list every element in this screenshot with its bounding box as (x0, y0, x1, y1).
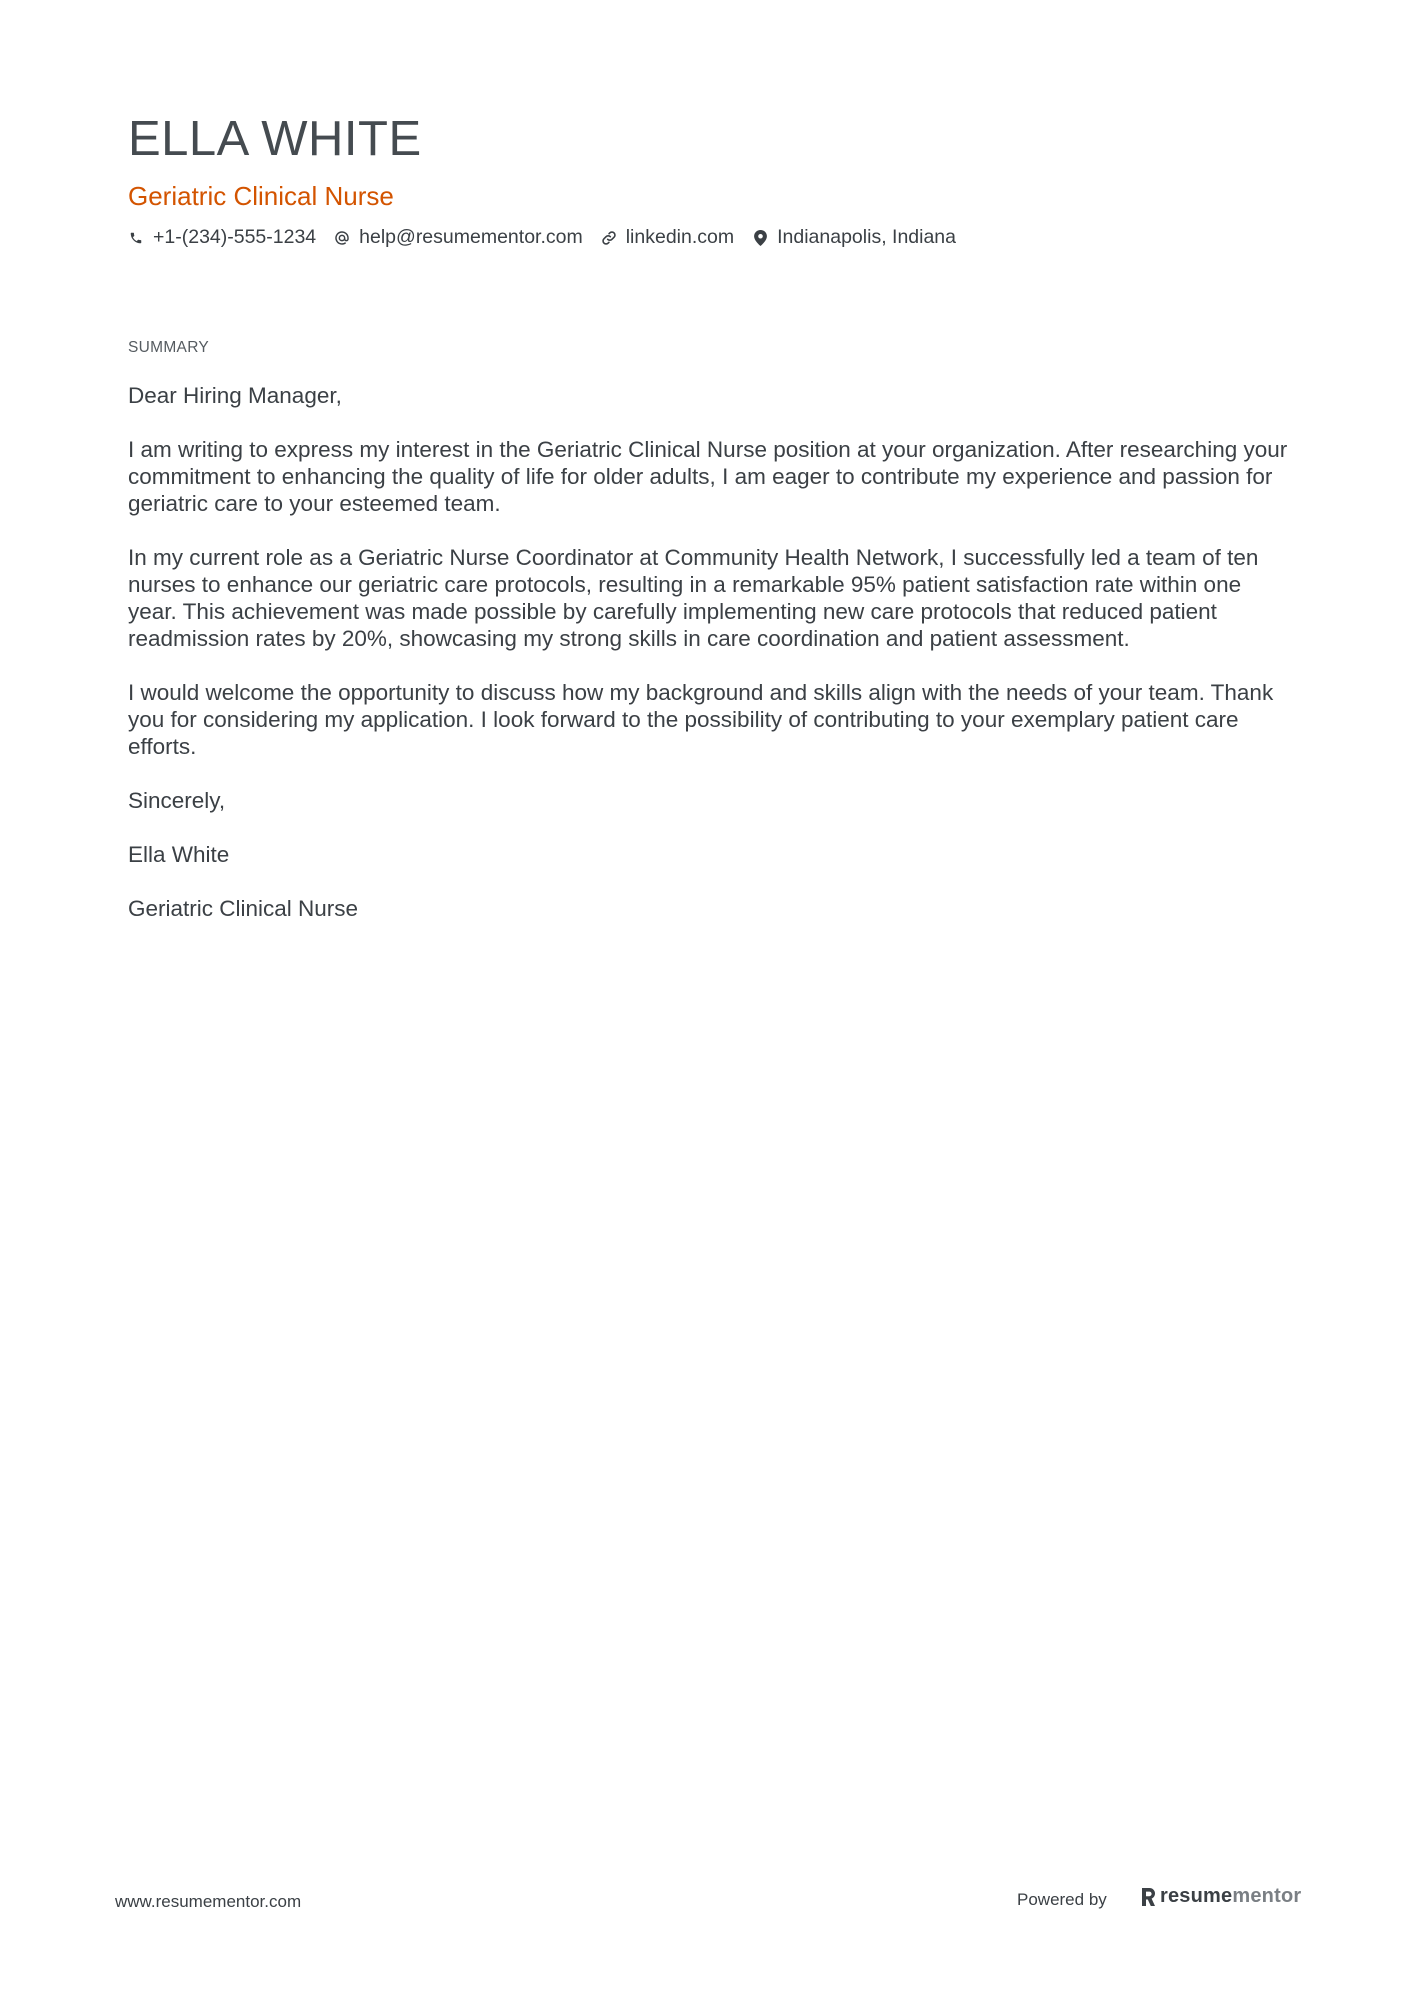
letter-paragraph: In my current role as a Geriatric Nurse Coordinator at Community Health Network, I successfully led a team of ten nurses to enhance our geriatric care protocols, resulting in a remarkable 95% patient satisfaction rate within one year. This achievement was made possible by carefully implementing new care protocols that reduced patient readmission rates by 20%, showcasing my strong skills in care coordination and patient assessment. (128, 545, 1259, 651)
powered-by-label: Powered by (1017, 1890, 1107, 1909)
contact-linkedin (601, 226, 734, 249)
letter-body (128, 382, 1288, 949)
link-icon (601, 229, 617, 247)
job-title: Geriatric Clinical Nurse (128, 181, 394, 211)
contact-location-text: Indianapolis, Indiana (777, 226, 956, 248)
footer-website-link[interactable]: www.resumementor.com (115, 1892, 302, 1911)
letter-paragraph: I would welcome the opportunity to discuss how my background and skills align with the needs of your team. Thank you for considering my application. I look forward to the possibility of contributing to your exemplary patient care efforts. (128, 680, 1274, 759)
contact-location (752, 226, 956, 249)
signature-title: Geriatric Clinical Nurse (128, 896, 359, 921)
signature-name: Ella White (128, 842, 230, 867)
location-pin-icon (752, 229, 768, 247)
contact-phone (128, 226, 316, 249)
contact-phone-text: +1-(234)-555-1234 (153, 226, 317, 248)
salutation: Dear Hiring Manager, (128, 383, 342, 408)
letter-paragraph: I am writing to express my interest in the Geriatric Clinical Nurse position at your organization. After researching your commitment to enhancing the quality of life for older adults, I am eager to contribute my experience and passion for geriatric care to your esteemed team. (128, 437, 1288, 516)
contact-bar (128, 226, 974, 249)
resumementor-logo-icon (1140, 1887, 1156, 1907)
contact-email-text: help@resumementor.com (359, 226, 583, 248)
summary-section-label: SUMMARY (128, 339, 210, 356)
contact-email (334, 226, 583, 249)
phone-icon (128, 229, 144, 247)
closing: Sincerely, (128, 788, 226, 813)
candidate-name: ELLA WHITE (128, 112, 422, 166)
brand-name-second: mentor (1232, 1885, 1302, 1907)
brand-name-first: resume (1160, 1885, 1233, 1907)
resumementor-logo[interactable] (1140, 1885, 1301, 1908)
contact-linkedin-text: linkedin.com (625, 226, 735, 248)
at-icon (334, 229, 350, 247)
